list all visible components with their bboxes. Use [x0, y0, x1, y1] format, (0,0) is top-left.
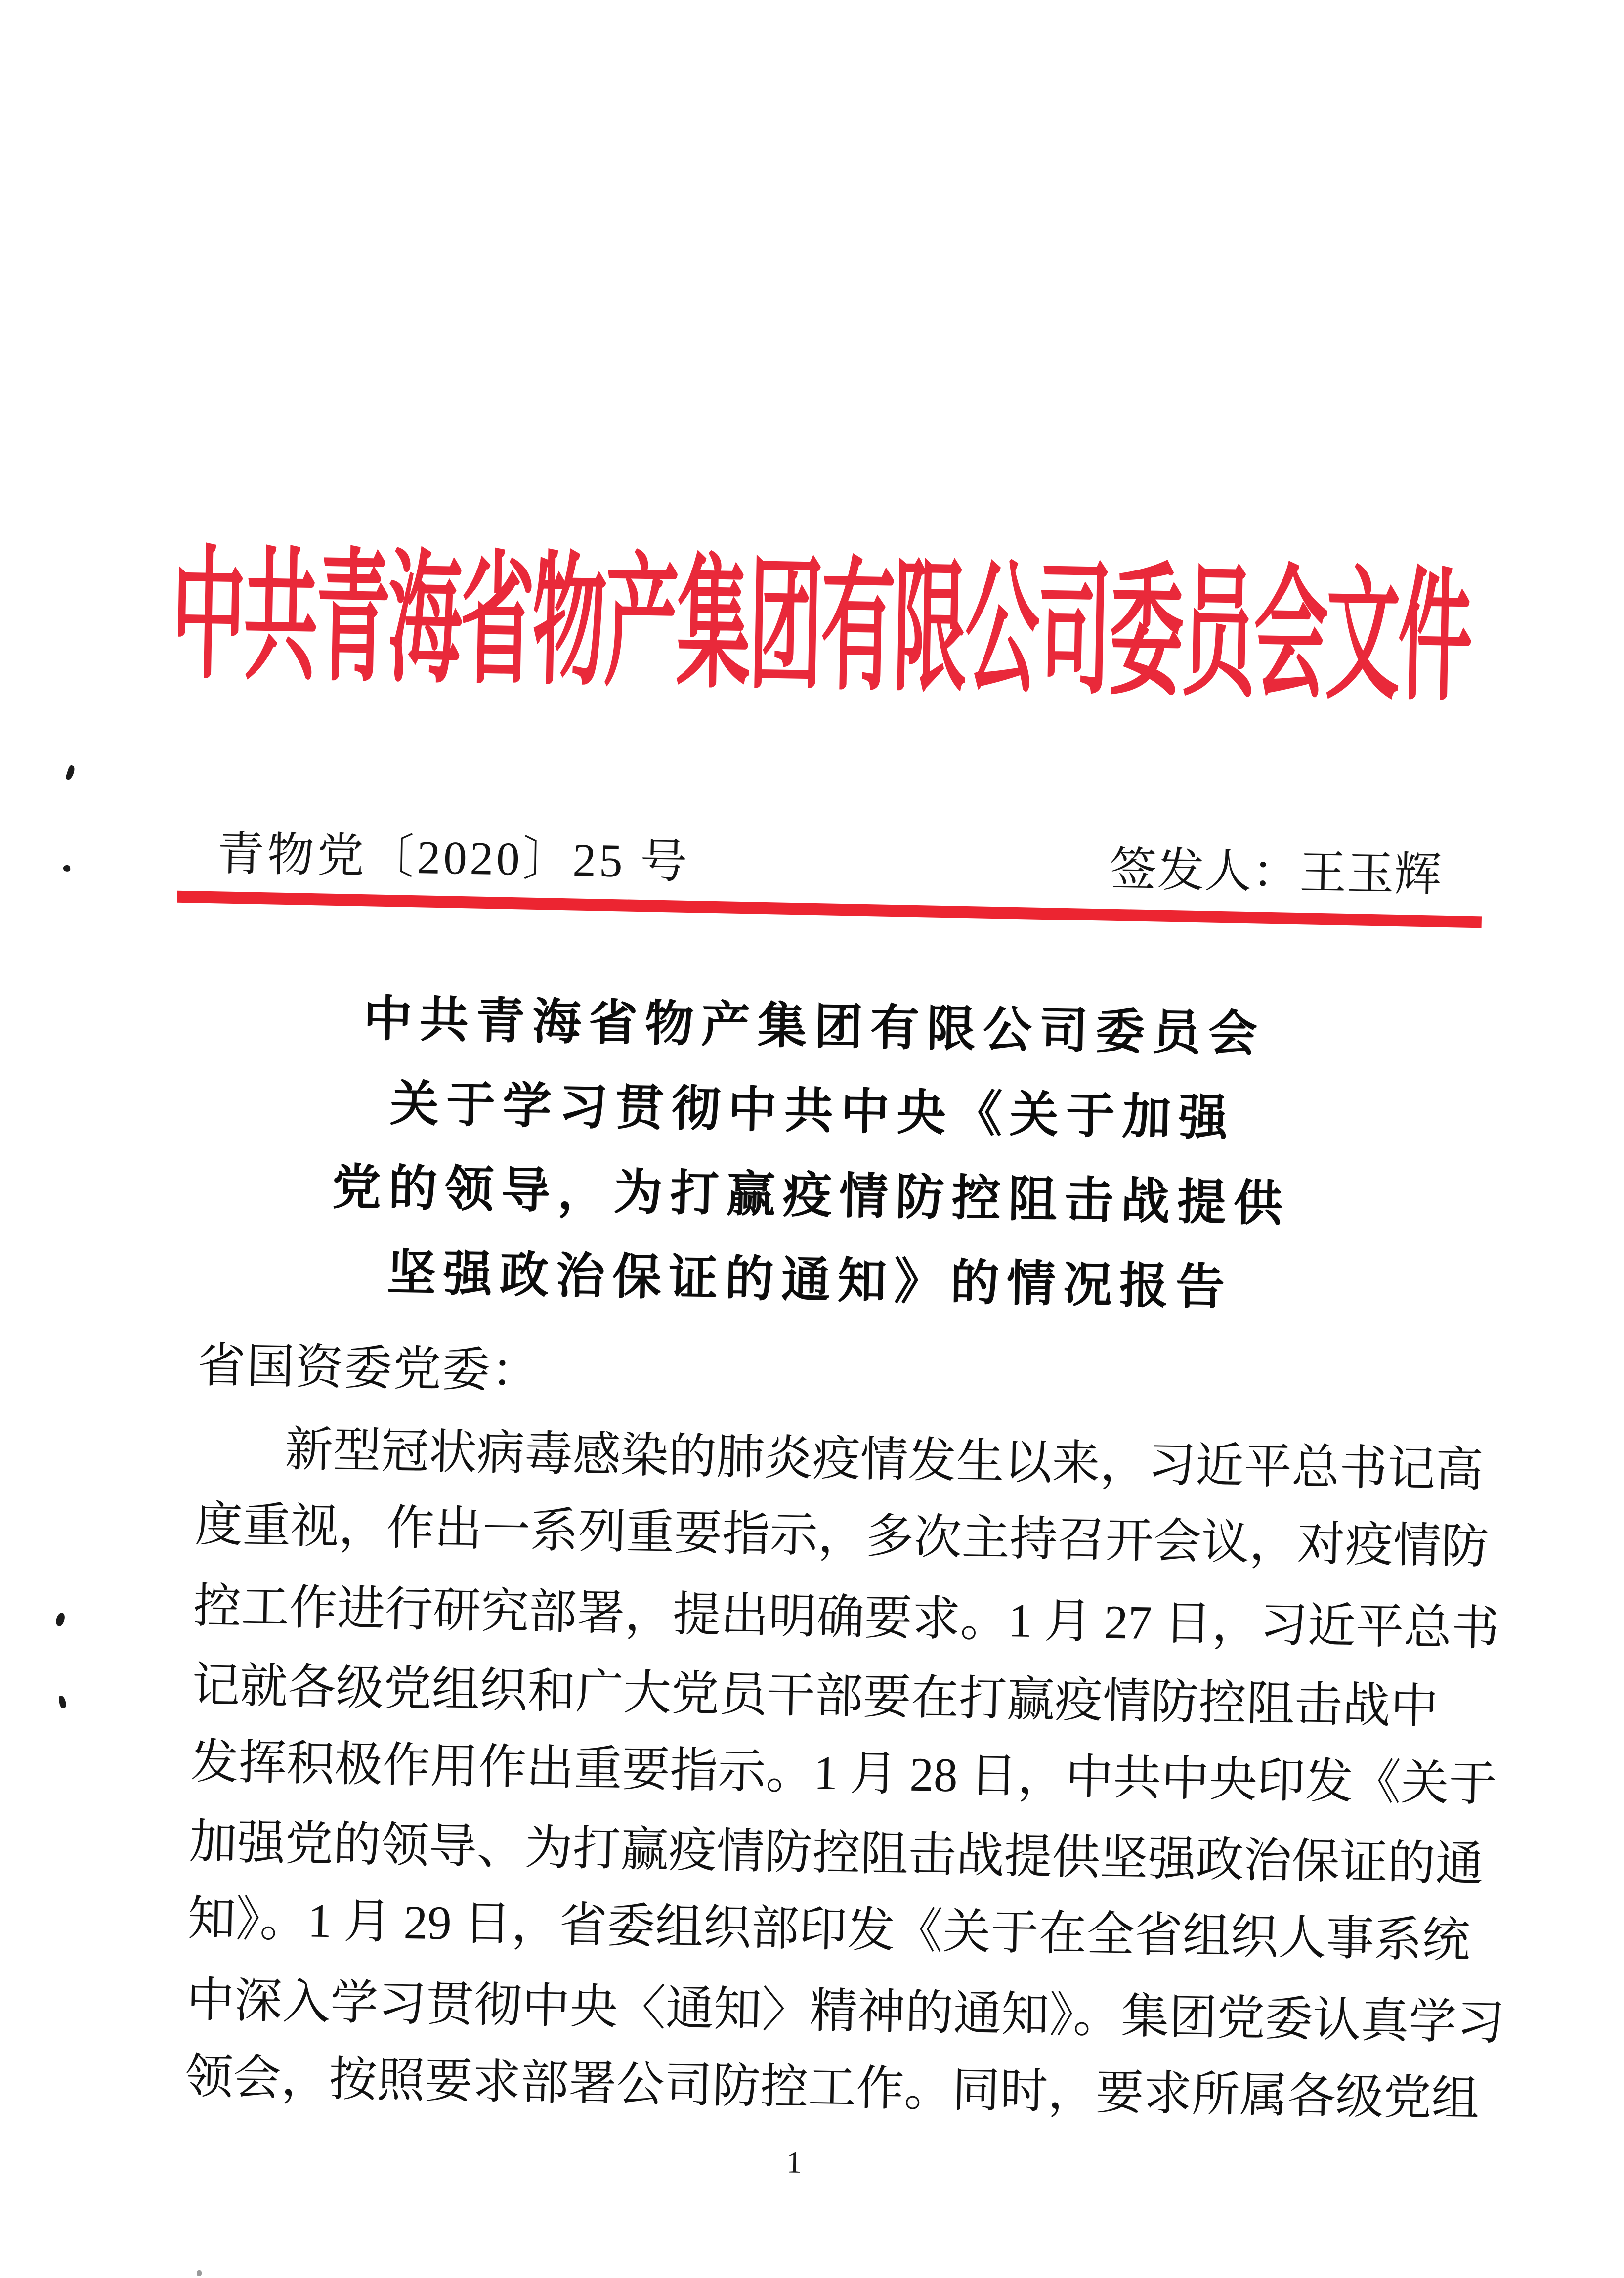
issuer-name: 王玉辉	[1299, 846, 1443, 902]
scan-artifact	[197, 2270, 202, 2276]
body-line-4: 记就各级党组织和广大党员干部要在打赢疫情防控阻击战中	[191, 1659, 1439, 1734]
body-line-3: 控工作进行研究部署，提出明确要求。1 月 27 日，习近平总书	[193, 1579, 1500, 1656]
body-line-1: 新型冠状病毒感染的肺炎疫情发生以来，习近平总书记高	[284, 1423, 1484, 1497]
document-number: 青物党〔2020〕25 号	[216, 827, 691, 888]
body-line-2: 度重视，作出一系列重要指示，多次主持召开会议，对疫情防	[194, 1498, 1490, 1574]
page-number: 1	[786, 2146, 802, 2180]
body-line-9: 领会，按照要求部署公司防控工作。同时，要求所属各级党组	[184, 2050, 1480, 2126]
body-line-8: 中深入学习贯彻中央〈通知〉精神的通知》。集团党委认真学习	[186, 1973, 1505, 2050]
document-meta-row	[217, 826, 1443, 903]
body-line-7: 知》。1 月 29 日，省委组织部印发《关于在全省组织人事系统	[187, 1892, 1471, 1968]
title-line-2: 关于学习贯彻中共中央《关于加强	[389, 1077, 1236, 1146]
red-header-banner: 中共青海省物产集团有限公司委员会文件	[170, 537, 1472, 719]
document-title	[0, 983, 1624, 1350]
salutation: 省国资委党委：	[197, 1339, 541, 1398]
title-line-4: 坚强政治保证的通知》的情况报告	[386, 1246, 1233, 1315]
body-line-6: 加强党的领导、为打赢疫情防控阻击战提供坚强政治保证的通	[188, 1815, 1484, 1891]
issuer-field	[1110, 841, 1443, 903]
body-line-5: 发挥积极作用作出重要指示。1 月 28 日，中共中央印发《关于	[190, 1735, 1497, 1811]
issuer-label: 签发人：	[1109, 843, 1300, 899]
title-line-1: 中共青海省物产集团有限公司委员会	[363, 992, 1265, 1062]
title-line-3: 党的领导，为打赢疫情防控阻击战提供	[332, 1161, 1290, 1231]
